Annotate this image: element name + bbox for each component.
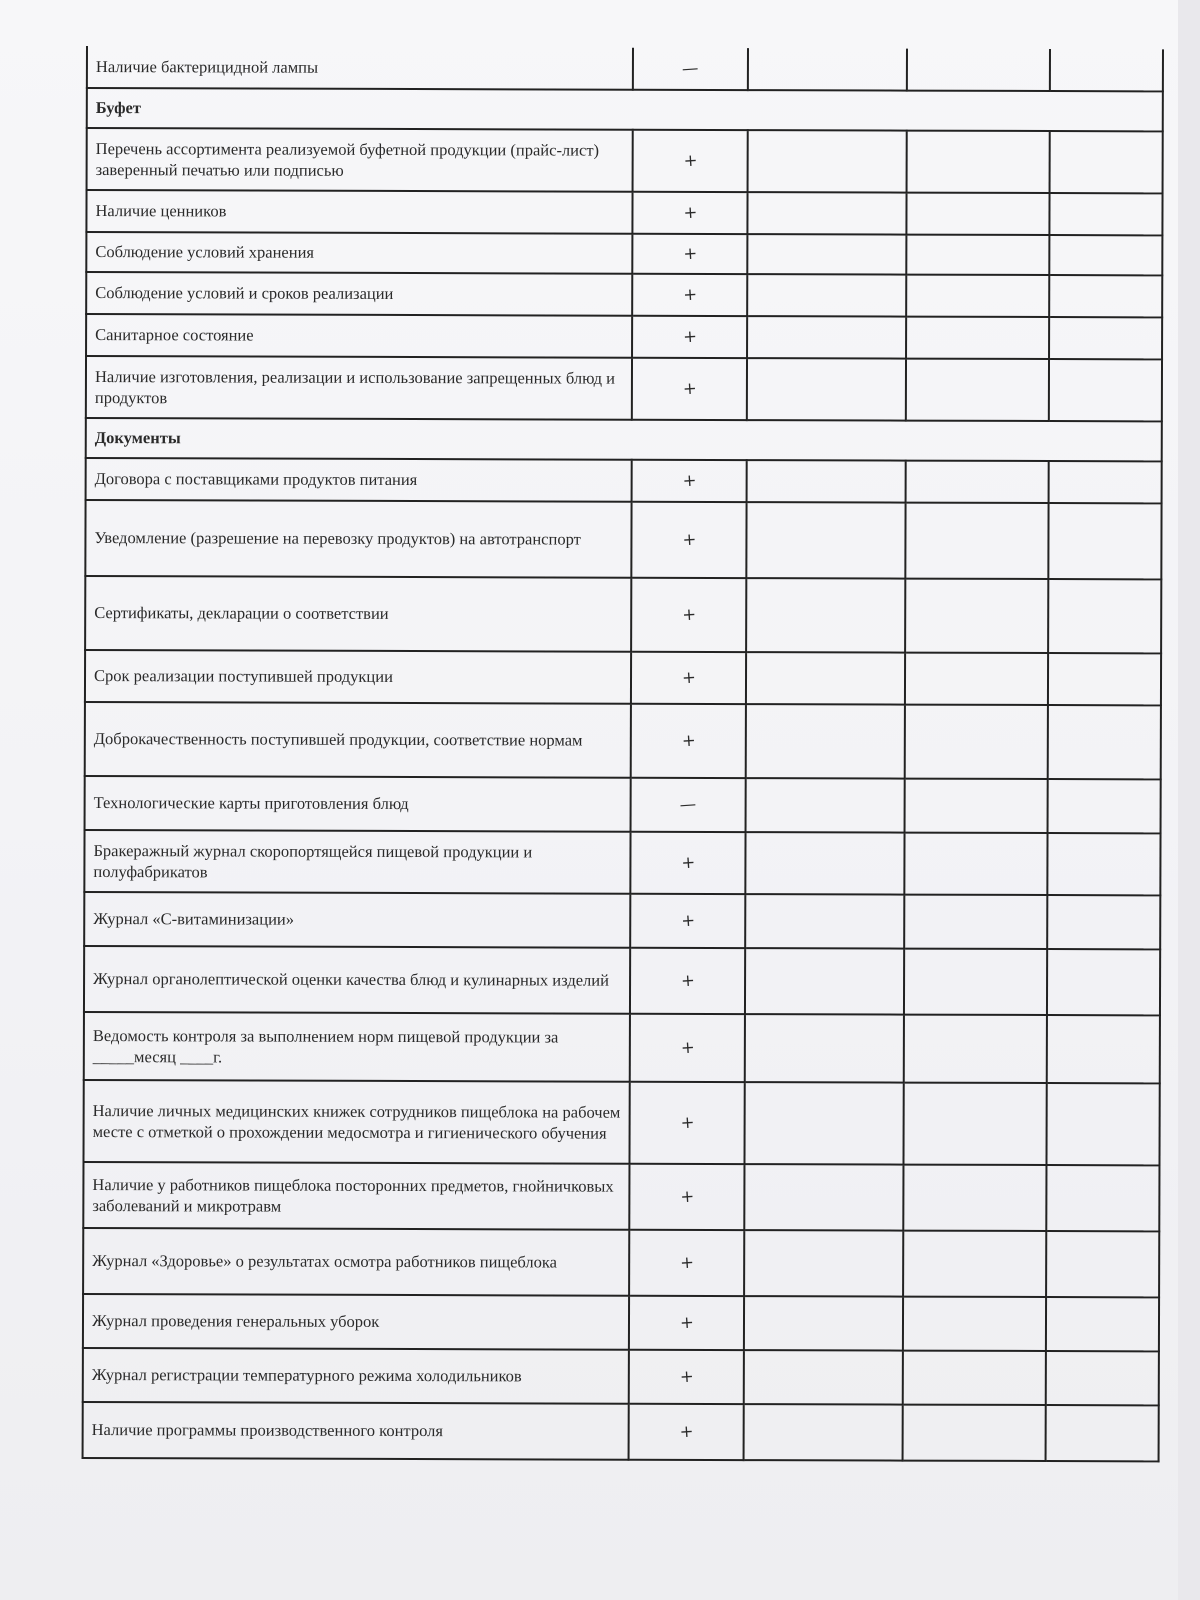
empty-cell <box>906 235 1049 275</box>
empty-cell <box>1046 1297 1159 1351</box>
section-row <box>86 418 1162 461</box>
table-row <box>84 830 1160 895</box>
background-edge <box>1178 0 1200 1600</box>
empty-cell <box>904 1015 1047 1083</box>
empty-cell <box>1048 579 1161 653</box>
empty-cell <box>745 894 904 948</box>
empty-cell <box>746 704 905 778</box>
handwritten-mark: + <box>631 578 746 652</box>
empty-cell <box>907 131 1050 193</box>
empty-cell <box>746 778 905 832</box>
empty-cell <box>905 503 1048 579</box>
row-label: Доброкачественность поступившей продукции, соответствие нормам <box>85 702 631 778</box>
empty-cell <box>747 460 906 502</box>
handwritten-mark: + <box>632 358 747 420</box>
empty-cell <box>1046 1083 1159 1165</box>
empty-cell <box>903 1165 1046 1231</box>
empty-cell <box>744 1164 903 1230</box>
table-row <box>83 1162 1159 1231</box>
empty-cell <box>744 1230 903 1296</box>
handwritten-mark: + <box>629 1350 744 1404</box>
empty-cell <box>1050 49 1163 91</box>
empty-cell <box>1048 705 1161 779</box>
empty-cell <box>745 1014 904 1082</box>
handwritten-mark: + <box>631 652 746 704</box>
handwritten-mark: — <box>631 778 746 832</box>
empty-cell <box>906 461 1049 503</box>
handwritten-mark: + <box>632 316 747 358</box>
empty-cell <box>747 234 906 274</box>
row-label: Ведомость контроля за выполнением норм пищевой продукции за _____месяц ____г. <box>84 1012 630 1082</box>
table-row <box>83 1402 1159 1461</box>
table-row <box>83 1348 1159 1405</box>
empty-cell <box>1049 235 1162 275</box>
row-label: Перечень ассортимента реализуемой буфетной продукции (прайс-лист) заверенный печатью или подписью <box>87 128 633 192</box>
empty-cell <box>747 192 906 234</box>
empty-cell <box>1049 275 1162 317</box>
empty-cell <box>1048 779 1161 833</box>
row-label: Бракеражный журнал скоропортящейся пищевой продукции и полуфабрикатов <box>84 830 630 894</box>
handwritten-mark: + <box>632 274 747 316</box>
table-row <box>85 500 1161 579</box>
empty-cell <box>1046 1351 1159 1405</box>
table-row <box>84 1012 1160 1083</box>
empty-cell <box>903 1083 1046 1165</box>
table-row <box>86 232 1162 275</box>
empty-cell <box>905 705 1048 779</box>
table-row <box>86 458 1162 503</box>
empty-cell <box>747 358 906 420</box>
handwritten-mark: + <box>630 894 745 948</box>
table-row <box>84 946 1160 1015</box>
section-heading-dokumenty: Документы <box>86 418 1162 461</box>
table-row <box>85 650 1161 705</box>
table-row <box>84 892 1160 949</box>
empty-cell <box>746 652 905 704</box>
empty-cell <box>1047 895 1160 949</box>
handwritten-mark: + <box>629 1296 744 1350</box>
empty-cell <box>1049 359 1162 421</box>
handwritten-mark: + <box>630 1014 745 1082</box>
empty-cell <box>744 1082 903 1164</box>
empty-cell <box>906 193 1049 235</box>
row-label: Журнал проведения генеральных уборок <box>83 1294 629 1350</box>
empty-cell <box>1047 833 1160 895</box>
table-row <box>85 576 1161 653</box>
empty-cell <box>903 1231 1046 1297</box>
handwritten-mark: + <box>630 948 745 1014</box>
empty-cell <box>1047 949 1160 1015</box>
empty-cell <box>1049 461 1162 503</box>
row-label: Наличие изготовления, реализации и использование запрещенных блюд и продуктов <box>86 356 632 420</box>
table-row <box>86 272 1162 317</box>
row-label: Уведомление (разрешение на перевозку продуктов) на автотранспорт <box>85 500 631 578</box>
table-row <box>87 46 1163 91</box>
row-label: Наличие личных медицинских книжек сотрудников пищеблока на рабочем месте с отметкой о прохождении медосмотра и гигиенического обучения <box>83 1080 629 1164</box>
row-label: Журнал «Здоровье» о результатах осмотра работников пищеблока <box>83 1228 629 1296</box>
empty-cell <box>906 275 1049 317</box>
empty-cell <box>903 1297 1046 1351</box>
empty-cell <box>1049 317 1162 359</box>
empty-cell <box>745 948 904 1014</box>
table-row <box>83 1080 1159 1165</box>
handwritten-mark: + <box>629 1404 744 1460</box>
section-row <box>87 88 1163 131</box>
empty-cell <box>1049 193 1162 235</box>
empty-cell <box>1048 653 1161 705</box>
empty-cell <box>903 1405 1046 1461</box>
empty-cell <box>748 48 907 90</box>
handwritten-mark: + <box>629 1164 744 1230</box>
empty-cell <box>905 653 1048 705</box>
empty-cell <box>906 359 1049 421</box>
empty-cell <box>904 895 1047 949</box>
empty-cell <box>1050 131 1163 193</box>
table-row <box>83 1294 1159 1351</box>
section-heading-bufet: Буфет <box>87 88 1163 131</box>
empty-cell <box>747 274 906 316</box>
empty-cell <box>744 1296 903 1350</box>
handwritten-mark: + <box>632 192 747 234</box>
empty-cell <box>1046 1405 1159 1461</box>
empty-cell <box>904 949 1047 1015</box>
handwritten-mark: + <box>632 234 747 274</box>
empty-cell <box>745 832 904 894</box>
empty-cell <box>906 317 1049 359</box>
handwritten-mark: — <box>633 48 748 90</box>
table-row <box>85 776 1161 833</box>
row-label: Договора с поставщиками продуктов питания <box>86 458 632 502</box>
table-row <box>86 190 1162 235</box>
row-label: Журнал органолептической оценки качества блюд и кулинарных изделий <box>84 946 630 1014</box>
empty-cell <box>744 1350 903 1404</box>
empty-cell <box>1048 503 1161 579</box>
handwritten-mark: + <box>633 130 748 192</box>
row-label: Сертификаты, декларации о соответствии <box>85 576 631 652</box>
table-row <box>87 128 1163 193</box>
handwritten-mark: + <box>629 1082 744 1164</box>
empty-cell <box>1046 1165 1159 1231</box>
table-row <box>86 314 1162 359</box>
row-label: Санитарное состояние <box>86 314 632 358</box>
empty-cell <box>1047 1015 1160 1083</box>
table-row <box>85 702 1161 779</box>
empty-cell <box>905 779 1048 833</box>
empty-cell <box>907 49 1050 91</box>
empty-cell <box>747 316 906 358</box>
empty-cell <box>1046 1231 1159 1297</box>
handwritten-mark: + <box>629 1230 744 1296</box>
row-label: Наличие ценников <box>86 190 632 234</box>
row-label: Технологические карты приготовления блюд <box>85 776 631 832</box>
empty-cell <box>748 130 907 192</box>
row-label: Наличие у работников пищеблока посторонних предметов, гнойничковых заболеваний и микротравм <box>83 1162 629 1230</box>
empty-cell <box>744 1404 903 1460</box>
checklist-table <box>82 46 1164 1462</box>
row-label: Срок реализации поступившей продукции <box>85 650 631 704</box>
handwritten-mark: + <box>631 502 746 578</box>
empty-cell <box>905 579 1048 653</box>
handwritten-mark: + <box>632 460 747 502</box>
table-row <box>83 1228 1159 1297</box>
empty-cell <box>903 1351 1046 1405</box>
row-label: Журнал «С-витаминизации» <box>84 892 630 948</box>
handwritten-mark: + <box>630 832 745 894</box>
empty-cell <box>904 833 1047 895</box>
row-label: Соблюдение условий и сроков реализации <box>86 272 632 316</box>
row-label: Наличие бактерицидной лампы <box>87 46 633 90</box>
handwritten-mark: + <box>631 704 746 778</box>
empty-cell <box>746 578 905 652</box>
row-label: Журнал регистрации температурного режима холодильников <box>83 1348 629 1404</box>
row-label: Наличие программы производственного контроля <box>83 1402 629 1460</box>
row-label: Соблюдение условий хранения <box>86 232 632 274</box>
table-row <box>86 356 1162 421</box>
empty-cell <box>746 502 905 578</box>
